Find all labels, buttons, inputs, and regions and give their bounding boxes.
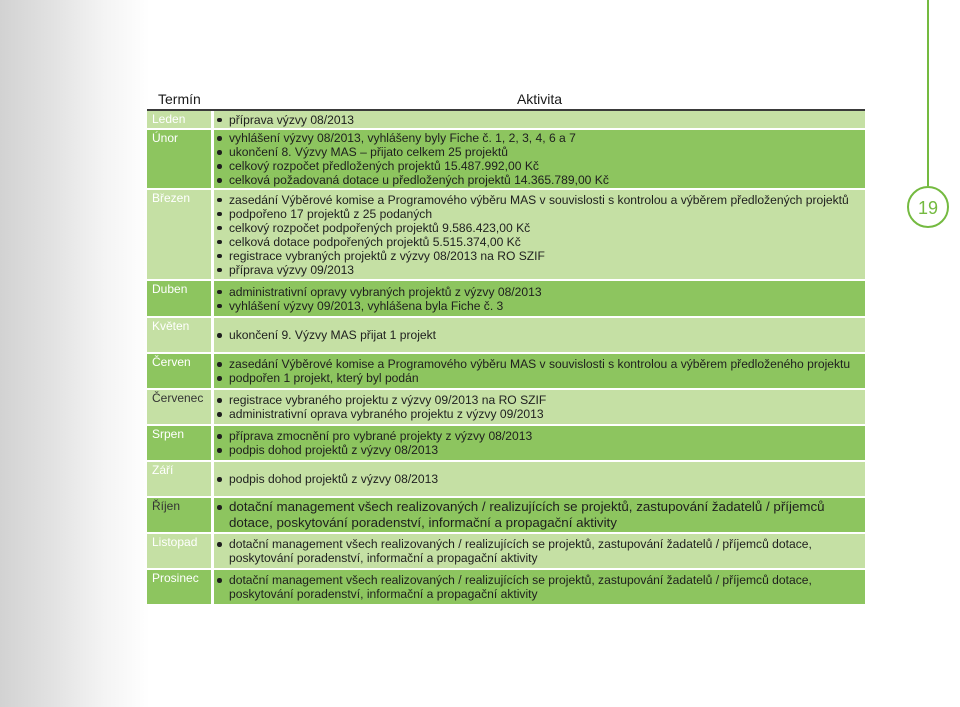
month-label: Květen <box>152 319 190 333</box>
activity-text: podpořeno 17 projektů z 25 podaných <box>229 206 433 221</box>
table-row <box>147 281 865 316</box>
activity-list <box>214 573 865 601</box>
bullet-icon <box>217 240 222 245</box>
activity-list <box>214 113 865 127</box>
list-item <box>229 299 865 313</box>
bullet-icon <box>217 412 222 417</box>
activity-text: administrativní oprava vybraného projektu z výzvy 09/2013 <box>229 407 544 421</box>
table-row <box>147 318 865 352</box>
bullet-icon <box>217 448 222 453</box>
bullet-icon <box>217 178 222 183</box>
bullet-icon <box>217 150 222 155</box>
bullet-icon <box>217 304 222 309</box>
month-label: Leden <box>152 112 186 126</box>
bullet-icon <box>217 254 222 259</box>
activity-list <box>214 193 865 277</box>
term-cell <box>147 111 211 128</box>
column-header-term: Termín <box>158 91 201 107</box>
activity-text: registrace vybraného projektu z výzvy 09/2013 na RO SZIF <box>229 393 547 407</box>
bullet-icon <box>217 268 222 273</box>
term-cell <box>147 570 211 604</box>
bullet-icon <box>217 164 222 169</box>
activity-text: dotační management všech realizovaných / realizujících se projektů, zastupování žadatelů / příjemců dotace, poskytování poradenství, informační a propagační aktivity <box>229 499 825 530</box>
activity-text: celkový rozpočet předložených projektů 15.487.992,00 Kč <box>229 159 539 173</box>
month-label: Srpen <box>152 427 185 441</box>
activity-text: dotační management všech realizovaných / realizujících se projektů, zastupování žadatelů / příjemců dotace, poskytování poradenství, informační a propagační aktivity <box>229 573 812 601</box>
activity-list <box>214 499 865 531</box>
bullet-icon <box>217 542 222 547</box>
month-label: Listopad <box>152 535 198 549</box>
term-cell <box>147 426 211 460</box>
term-cell <box>147 390 211 424</box>
activity-cell <box>214 354 865 388</box>
activity-text: celková dotace podpořených projektů 5.515.374,00 Kč <box>229 234 521 249</box>
term-cell <box>147 281 211 316</box>
table-row <box>147 570 865 604</box>
activity-text: celkový rozpočet podpořených projektů 9.586.423,00 Kč <box>229 220 531 235</box>
table-row <box>147 130 865 188</box>
activity-cell <box>214 318 865 352</box>
month-label: Říjen <box>152 499 181 513</box>
activity-list <box>214 472 865 486</box>
bullet-icon <box>217 136 222 141</box>
list-item <box>229 393 865 407</box>
activity-text: příprava výzvy 09/2013 <box>229 262 355 277</box>
list-item <box>229 443 865 457</box>
activity-text: příprava výzvy 08/2013 <box>229 112 355 127</box>
page-number: 19 <box>917 198 939 218</box>
activity-text: podpis dohod projektů z výzvy 08/2013 <box>229 443 439 457</box>
bullet-icon <box>217 477 222 482</box>
list-item <box>229 131 865 145</box>
activity-cell <box>214 130 865 188</box>
list-item <box>229 472 865 486</box>
activity-text: podpis dohod projektů z výzvy 08/2013 <box>229 472 439 486</box>
activity-cell <box>214 570 865 604</box>
activity-cell <box>214 498 865 532</box>
bullet-icon <box>217 226 222 231</box>
list-item <box>229 145 865 159</box>
month-label: Červen <box>152 355 191 369</box>
bullet-icon <box>217 118 222 123</box>
table-row <box>147 390 865 424</box>
list-item <box>229 113 865 127</box>
list-item <box>229 328 865 342</box>
table-row <box>147 354 865 388</box>
page-number-badge <box>907 186 949 228</box>
list-item <box>229 207 865 221</box>
table-row <box>147 111 865 128</box>
list-item <box>229 573 865 601</box>
term-cell <box>147 130 211 188</box>
list-item <box>229 371 865 385</box>
list-item <box>229 221 865 235</box>
list-item <box>229 537 865 565</box>
activity-text: ukončení 8. Výzvy MAS – přijato celkem 25 projektů <box>229 145 508 159</box>
activity-text: ukončení 9. Výzvy MAS přijat 1 projekt <box>229 328 437 342</box>
activity-text: podpořen 1 projekt, který byl podán <box>229 371 419 385</box>
list-item <box>229 235 865 249</box>
term-cell <box>147 462 211 496</box>
table-row <box>147 190 865 279</box>
bullet-icon <box>217 290 222 295</box>
table-row <box>147 426 865 460</box>
list-item <box>229 173 865 187</box>
activity-list <box>214 328 865 342</box>
activity-text: administrativní opravy vybraných projektů z výzvy 08/2013 <box>229 284 542 299</box>
bullet-icon <box>217 578 222 583</box>
column-header-activity: Aktivita <box>516 91 563 107</box>
bullet-icon <box>217 333 222 338</box>
activity-text: registrace vybraných projektů z výzvy 08/2013 na RO SZIF <box>229 248 545 263</box>
bullet-icon <box>217 212 222 217</box>
list-item <box>229 263 865 277</box>
list-item <box>229 499 849 531</box>
term-cell <box>147 534 211 568</box>
list-item <box>229 429 865 443</box>
activity-cell <box>214 390 865 424</box>
bullet-icon <box>217 434 222 439</box>
term-cell <box>147 190 211 279</box>
activity-text: dotační management všech realizovaných / realizujících se projektů, zastupování žadatelů / příjemců dotace, poskytování poradenství, informační a propagační aktivity <box>229 537 812 565</box>
month-label: Duben <box>152 282 188 296</box>
activity-list <box>214 393 865 421</box>
list-item <box>229 407 865 421</box>
activity-cell <box>214 426 865 460</box>
activity-text: celková požadovaná dotace u předložených projektů 14.365.789,00 Kč <box>229 173 609 187</box>
activity-text: zasedání Výběrové komise a Programového výběru MAS v souvislosti s kontrolou a výběrem předložených projektů <box>229 192 849 207</box>
table-row <box>147 498 865 532</box>
activity-list <box>214 285 865 313</box>
table-row <box>147 534 865 568</box>
activity-text: vyhlášení výzvy 08/2013, vyhlášeny byly Fiche č. 1, 2, 3, 4, 6 a 7 <box>229 131 576 145</box>
activity-cell <box>214 190 865 279</box>
activity-list <box>214 429 865 457</box>
page-side-shade <box>0 0 150 707</box>
activity-text: zasedání Výběrové komise a Programového výběru MAS v souvislosti s kontrolou a výběrem předloženého projektu <box>229 357 851 371</box>
activity-cell <box>214 462 865 496</box>
list-item <box>229 159 865 173</box>
list-item <box>229 249 865 263</box>
activity-list <box>214 537 865 565</box>
activity-cell <box>214 281 865 316</box>
bullet-icon <box>217 505 222 510</box>
activity-text: vyhlášení výzvy 09/2013, vyhlášena byla Fiche č. 3 <box>229 298 504 313</box>
month-label: Prosinec <box>152 571 199 585</box>
term-cell <box>147 354 211 388</box>
bullet-icon <box>217 198 222 203</box>
activity-cell <box>214 534 865 568</box>
term-cell <box>147 498 211 532</box>
list-item <box>229 285 865 299</box>
activity-list <box>214 357 865 385</box>
table-row <box>147 462 865 496</box>
bullet-icon <box>217 398 222 403</box>
term-cell <box>147 318 211 352</box>
activity-cell <box>214 111 865 128</box>
month-label: Březen <box>152 191 191 205</box>
bullet-icon <box>217 362 222 367</box>
activity-text: příprava zmocnění pro vybrané projekty z výzvy 08/2013 <box>229 429 533 443</box>
activity-list <box>214 131 865 187</box>
list-item <box>229 357 865 371</box>
bullet-icon <box>217 376 222 381</box>
page-marker-line <box>927 0 929 186</box>
month-label: Červenec <box>152 391 204 405</box>
list-item <box>229 193 865 207</box>
month-label: Září <box>152 463 174 477</box>
month-label: Únor <box>152 131 179 145</box>
